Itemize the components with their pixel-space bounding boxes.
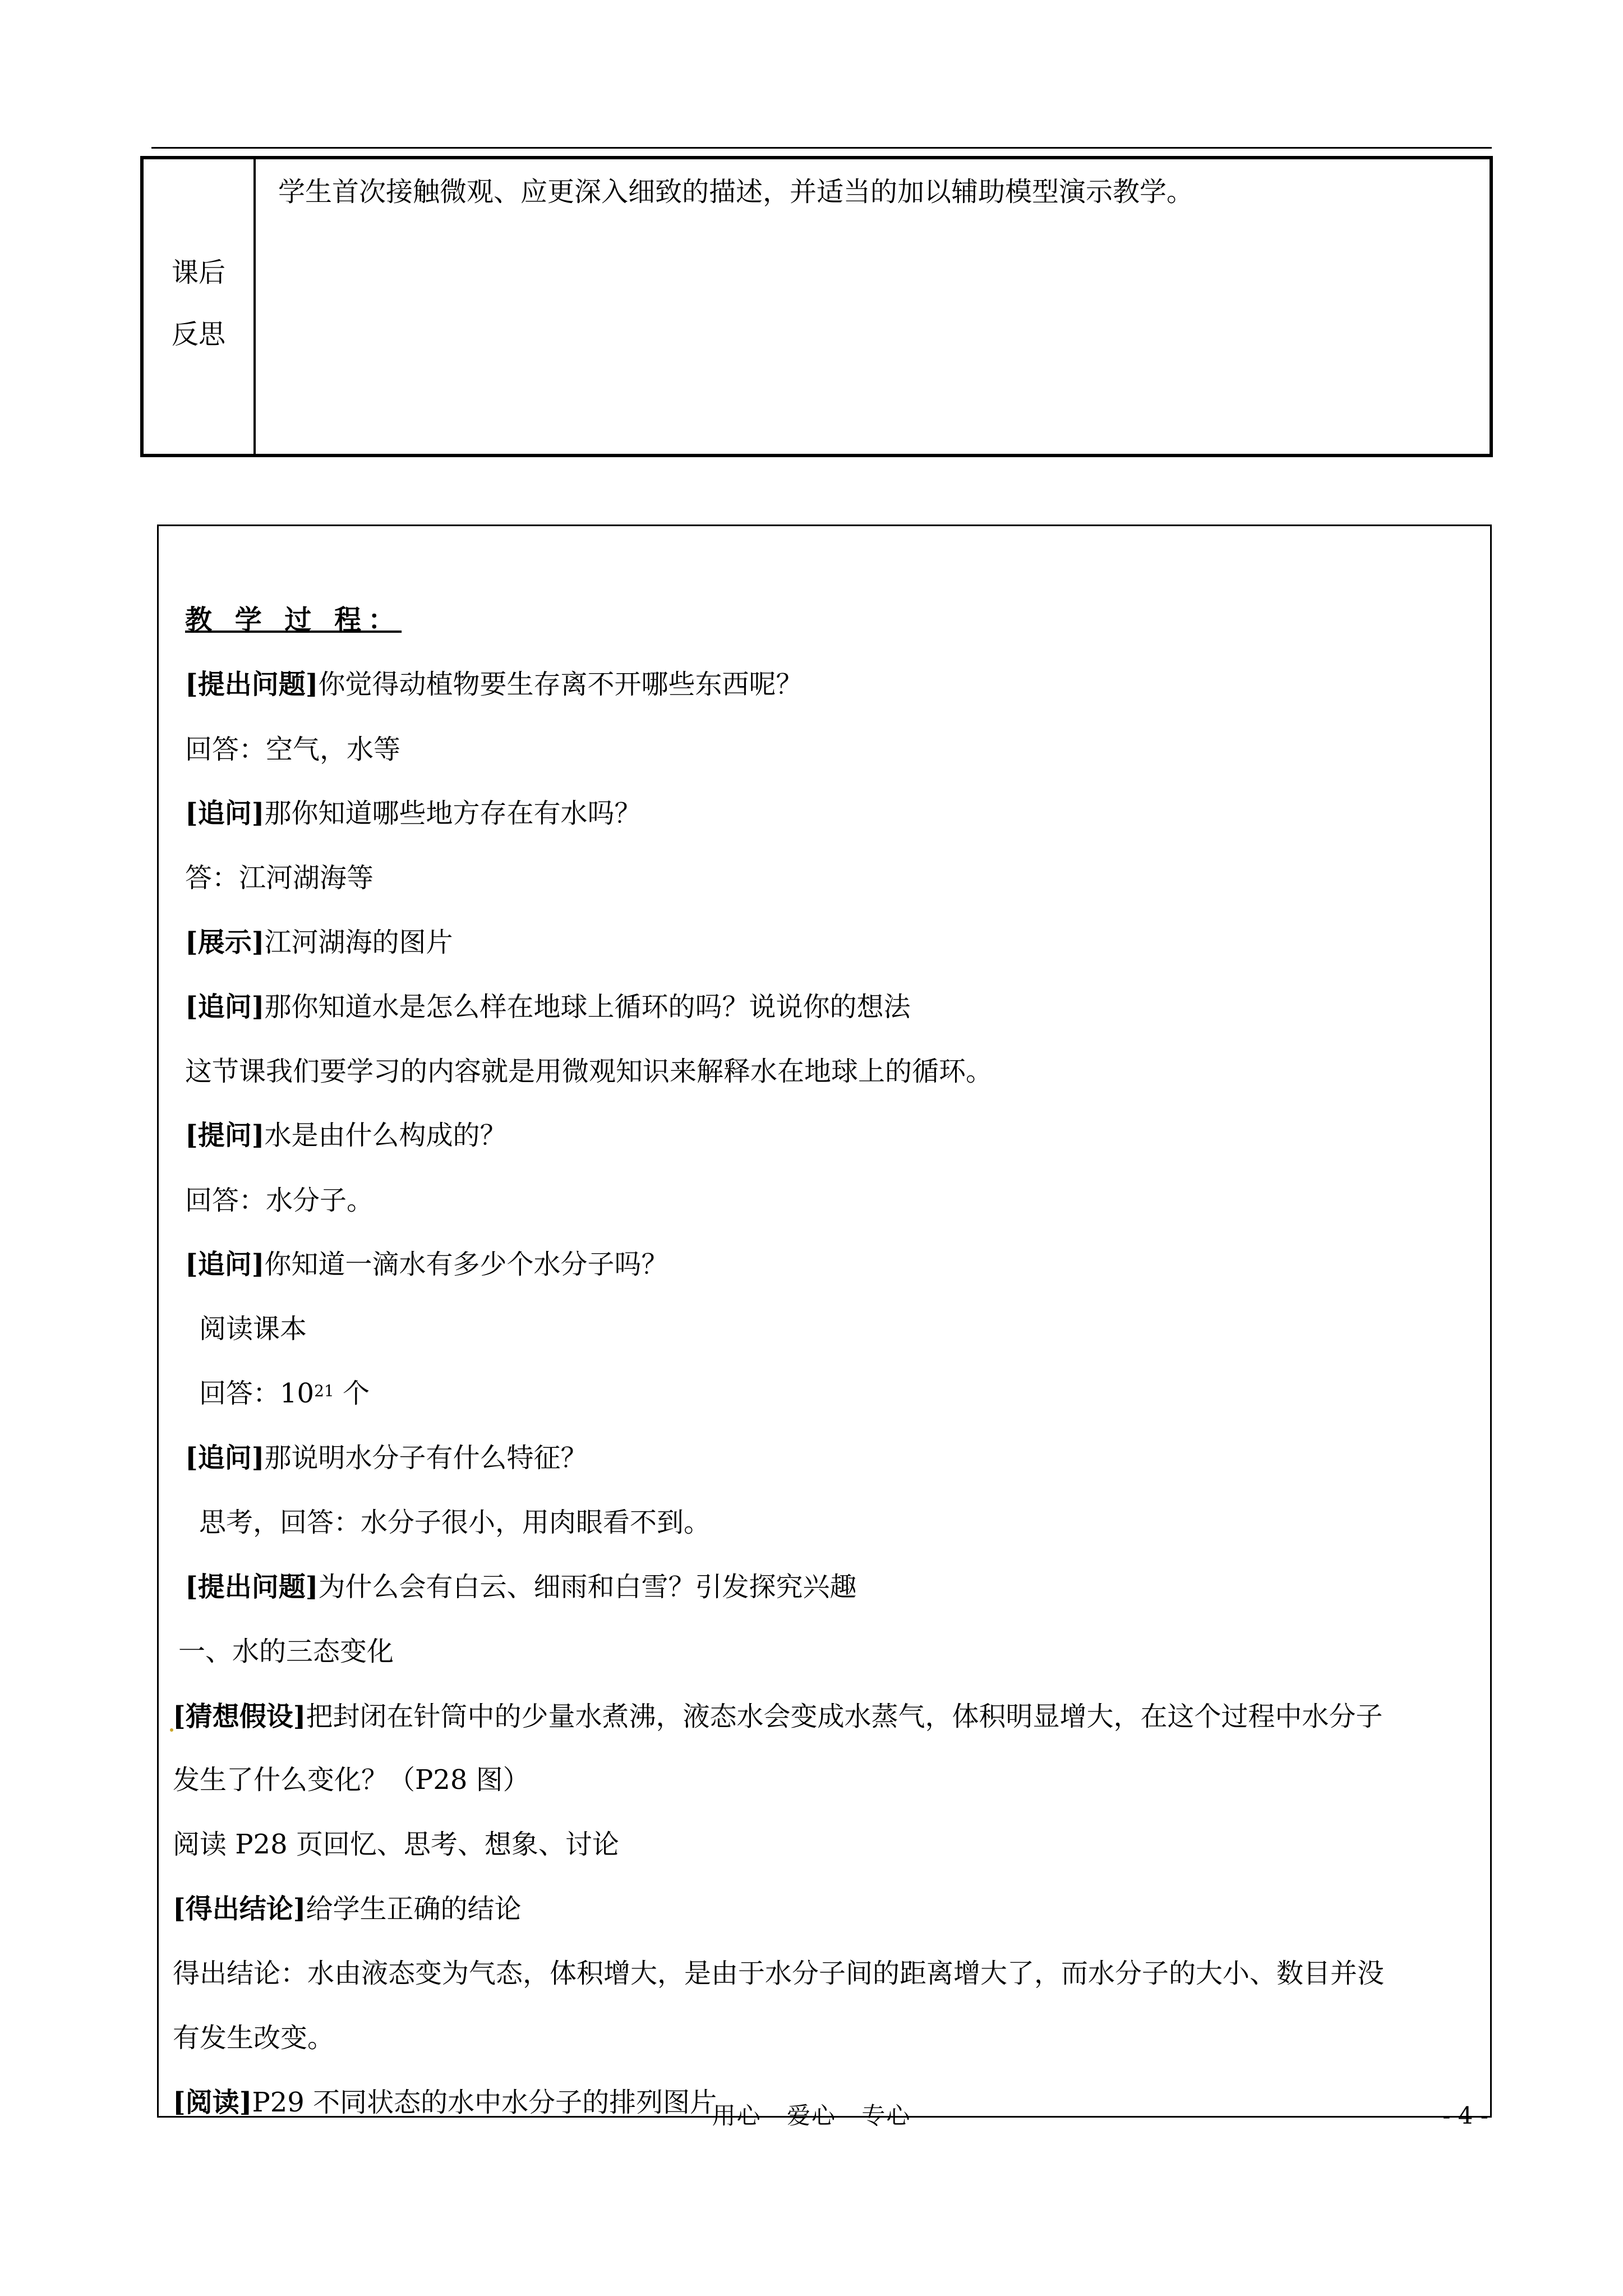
process-line-15 [185,1570,856,1604]
process-line-17 [173,1700,1382,1733]
line-tag: [得出结论] [173,1893,306,1925]
process-line-21 [173,1957,1384,1990]
line-text: 阅读课本 [199,1313,307,1345]
process-line-8 [185,1119,506,1152]
line-tag: [展示] [185,927,265,958]
reflection-label-cell [144,159,256,454]
line-text: 把封闭在针筒中的少量水煮沸，液态水会变成水蒸气，体积明显增大，在这个过程中水分子 [306,1701,1383,1732]
process-line-13 [185,1441,587,1475]
process-line-6 [185,990,910,1024]
line-text: 这节课我们要学习的内容就是用微观知识来解释水在地球上的循环。 [185,1056,993,1087]
process-line-20 [173,1892,521,1926]
line-tag: [追问] [185,1249,265,1280]
line-text: 那你知道哪些地方存在有水吗？ [264,798,642,829]
process-line-3 [185,797,641,830]
process-line-19 [173,1828,619,1861]
line-text: 江河湖海的图片 [264,927,453,958]
process-title: 教 学 过 程： [185,604,402,636]
line-text: 答：江河湖海等 [185,862,374,894]
process-line-10 [185,1248,668,1281]
line-tag: [追问] [185,991,265,1023]
process-line-14 [199,1506,711,1539]
count-suffix: 个 [334,1378,370,1409]
line-tag: [提出问题] [185,1571,319,1603]
line-text: 回答：空气，水等 [185,734,401,765]
line-tag: [追问] [185,1442,265,1474]
line-text: 水是由什么构成的？ [264,1120,507,1151]
page-number: - 4 - [1442,2102,1488,2129]
line-text: 给学生正确的结论 [306,1893,522,1925]
reflection-label-line1: 课后 [172,257,226,288]
line-text: 有发生改变。 [173,2022,335,2054]
line-text: 回答：水分子。 [185,1185,374,1216]
line-text: 那说明水分子有什么特征？ [264,1442,588,1474]
line-text: 思考，回答：水分子很小，用肉眼看不到。 [199,1507,711,1538]
line-tag: [提出问题] [185,669,319,700]
process-line-5 [185,926,453,959]
process-line-22 [173,2021,334,2055]
process-line-1 [185,668,803,701]
line-tag: [提问] [185,1120,265,1151]
line-text: 你觉得动植物要生存离不开哪些东西呢？ [318,669,803,700]
process-line-16 [178,1635,394,1668]
line-tag: [阅读] [173,2087,252,2118]
line-text: P29 不同状态的水中水分子的排列图片 [252,2087,717,2118]
line-text: 一、水的三态变化 [178,1636,394,1667]
process-line-11 [199,1312,307,1346]
header-rule [151,147,1492,149]
line-text: 回答：10 [199,1378,315,1409]
line-text: 为什么会有白云、细雨和白雪？引发探究兴趣 [318,1571,857,1603]
line-text: 得出结论：水由液态变为气态，体积增大，是由于水分子间的距离增大了，而水分子的大小、数目并没 [173,1958,1385,1989]
process-line-2 [185,733,400,766]
process-line-4 [185,861,374,895]
reflection-label-line2: 反思 [172,319,226,350]
line-tag: [猜想假设] [173,1701,306,1732]
process-line-9 [185,1184,374,1217]
reflection-text: 学生首次接触微观、应更深入细致的描述，并适当的加以辅助模型演示教学。 [278,176,1194,208]
line-text: 阅读 P28 页回忆、思考、想象、讨论 [173,1829,619,1860]
process-line-18 [173,1763,530,1797]
line-text: 你知道一滴水有多少个水分子吗？ [264,1249,668,1280]
process-line-12 [199,1377,370,1410]
line-text: 发生了什么变化？（P28 图） [173,1764,530,1796]
process-line-7 [185,1055,993,1088]
footer-motto: 用心 爱心 专心 [712,2102,911,2129]
reflection-table [140,156,1493,457]
exponent: 21 [314,1382,334,1400]
line-tag: [追问] [185,798,265,829]
line-text: 那你知道水是怎么样在地球上循环的吗？说说你的想法 [264,991,911,1023]
